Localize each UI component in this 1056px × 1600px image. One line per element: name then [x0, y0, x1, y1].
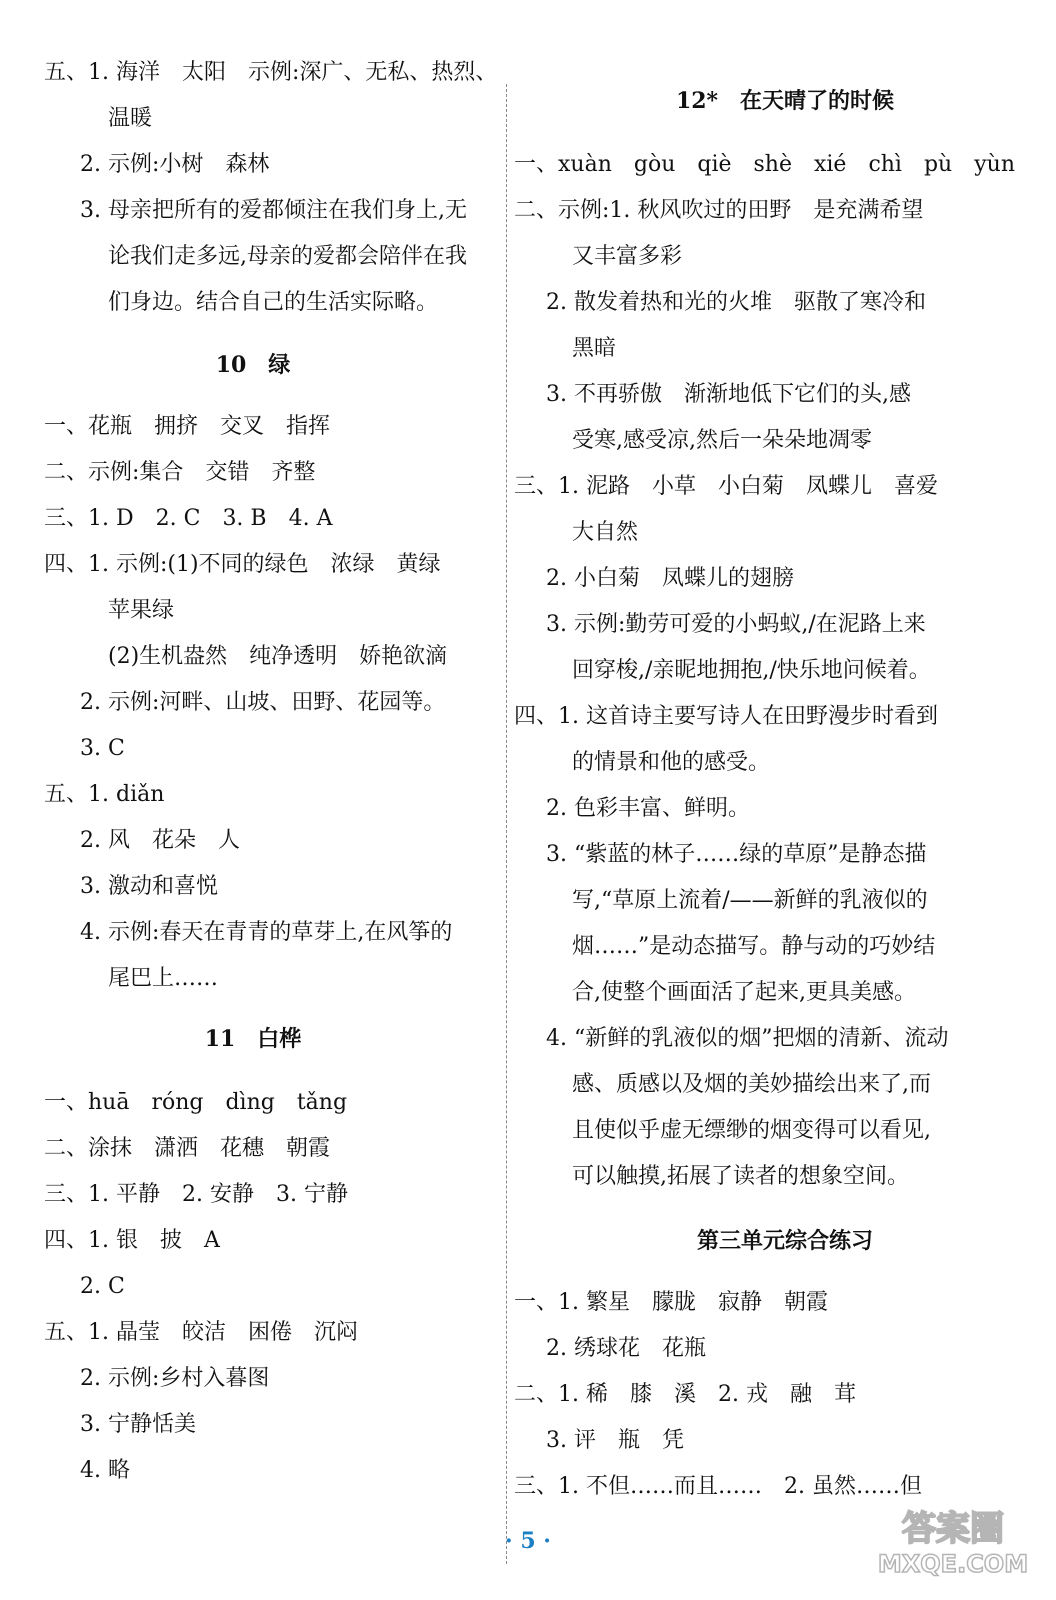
answer-line: 黑暗 — [572, 336, 617, 361]
answer-line: 四、1. 银 披 A — [44, 1228, 220, 1253]
answer-line: 四、1. 示例:(1)不同的绿色 浓绿 黄绿 — [44, 552, 441, 577]
answer-line: 3. 激动和喜悦 — [80, 874, 218, 899]
page-number: · 5 · — [505, 1528, 551, 1554]
answer-line: 三、1. 平静 2. 安静 3. 宁静 — [44, 1182, 348, 1207]
section-title: 第三单元综合练习 — [696, 1228, 873, 1254]
answer-line: 3. “紫蓝的林子……绿的草原”是静态描 — [546, 842, 927, 867]
answer-line: 温暖 — [108, 106, 153, 131]
answer-line: 的情景和他的感受。 — [572, 750, 771, 775]
answer-line: 苹果绿 — [108, 598, 175, 623]
answer-line: 3. 宁静恬美 — [80, 1412, 196, 1437]
answer-line: 五、1. 海洋 太阳 示例:深广、无私、热烈、 — [44, 60, 498, 85]
answer-line: 3. 评 瓶 凭 — [546, 1428, 684, 1453]
answer-line: 二、示例:1. 秋风吹过的田野 是充满希望 — [514, 198, 924, 223]
watermark-line1: 答案圈 — [902, 1509, 1004, 1549]
answer-line: 三、1. 泥路 小草 小白菊 凤蝶儿 喜爱 — [514, 474, 938, 499]
section-title: 11 白桦 — [204, 1026, 302, 1052]
answer-line: 们身边。结合自己的生活实际略。 — [108, 290, 439, 315]
answer-line: 二、示例:集合 交错 齐整 — [44, 460, 316, 485]
watermark-line2: MXQE.COM — [877, 1550, 1029, 1578]
answer-line: 一、xuàn gòu qiè shè xié chì pù yùn — [514, 152, 1015, 177]
answer-line: 回穿梭,/亲昵地拥抱,/快乐地问候着。 — [572, 658, 931, 683]
section-title: 10 绿 — [215, 352, 291, 378]
section-title: 12* 在天晴了的时候 — [675, 88, 895, 114]
answer-line: 4. 略 — [80, 1458, 130, 1483]
answer-line: 4. 示例:春天在青青的草芽上,在风筝的 — [80, 920, 453, 945]
answer-line: 2. 风 花朵 人 — [80, 828, 240, 853]
answer-line: 写,“草原上流着/——新鲜的乳液似的 — [572, 888, 928, 913]
answer-line: 2. C — [80, 1274, 125, 1299]
answer-line: 可以触摸,拓展了读者的想象空间。 — [572, 1164, 909, 1189]
column-divider — [506, 84, 507, 1564]
answer-line: 2. 示例:乡村入暮图 — [80, 1366, 270, 1391]
answer-line: 2. 色彩丰富、鲜明。 — [546, 796, 750, 821]
answer-line: 一、huā róng dìng tǎng — [44, 1090, 348, 1115]
answer-line: 合,使整个画面活了起来,更具美感。 — [572, 980, 916, 1005]
answer-line: 2. 示例:河畔、山坡、田野、花园等。 — [80, 690, 446, 715]
answer-line: 2. 小白菊 凤蝶儿的翅膀 — [546, 566, 794, 591]
answer-line: 3. 母亲把所有的爱都倾注在我们身上,无 — [80, 198, 467, 223]
answer-line: 2. 绣球花 花瓶 — [546, 1336, 706, 1361]
answer-line: 三、1. D 2. C 3. B 4. A — [44, 506, 333, 531]
answer-line: 受寒,感受凉,然后一朵朵地凋零 — [572, 428, 872, 453]
answer-line: 3. 不再骄傲 渐渐地低下它们的头,感 — [546, 382, 911, 407]
answer-line: 又丰富多彩 — [572, 244, 683, 269]
watermark-logo — [858, 1500, 1048, 1580]
answer-line: 四、1. 这首诗主要写诗人在田野漫步时看到 — [514, 704, 938, 729]
answer-line: 论我们走多远,母亲的爱都会陪伴在我 — [108, 244, 467, 269]
answer-line: 一、花瓶 拥挤 交叉 指挥 — [44, 414, 331, 439]
answer-line: 五、1. 晶莹 皎洁 困倦 沉闷 — [44, 1320, 358, 1345]
answer-line: (2)生机盎然 纯净透明 娇艳欲滴 — [108, 644, 448, 669]
answer-line: 4. “新鲜的乳液似的烟”把烟的清新、流动 — [546, 1026, 949, 1051]
answer-line: 烟……”是动态描写。静与动的巧妙结 — [572, 934, 936, 959]
answer-line: 二、涂抹 潇洒 花穗 朝霞 — [44, 1136, 331, 1161]
answer-line: 二、1. 稀 膝 溪 2. 戎 融 茸 — [514, 1382, 856, 1407]
answer-line: 2. 散发着热和光的火堆 驱散了寒冷和 — [546, 290, 926, 315]
answer-line: 2. 示例:小树 森林 — [80, 152, 270, 177]
answer-line: 五、1. diǎn — [44, 782, 165, 807]
answer-line: 一、1. 繁星 朦胧 寂静 朝霞 — [514, 1290, 828, 1315]
answer-line: 感、质感以及烟的美妙描绘出来了,而 — [572, 1072, 931, 1097]
answer-line: 3. 示例:勤劳可爱的小蚂蚁,/在泥路上来 — [546, 612, 926, 637]
answer-line: 三、1. 不但……而且…… 2. 虽然……但 — [514, 1474, 922, 1499]
answer-line: 大自然 — [572, 520, 639, 545]
answer-line: 且使似乎虚无缥缈的烟变得可以看见, — [572, 1118, 931, 1143]
answer-line: 3. C — [80, 736, 125, 761]
answer-line: 尾巴上…… — [108, 966, 219, 991]
